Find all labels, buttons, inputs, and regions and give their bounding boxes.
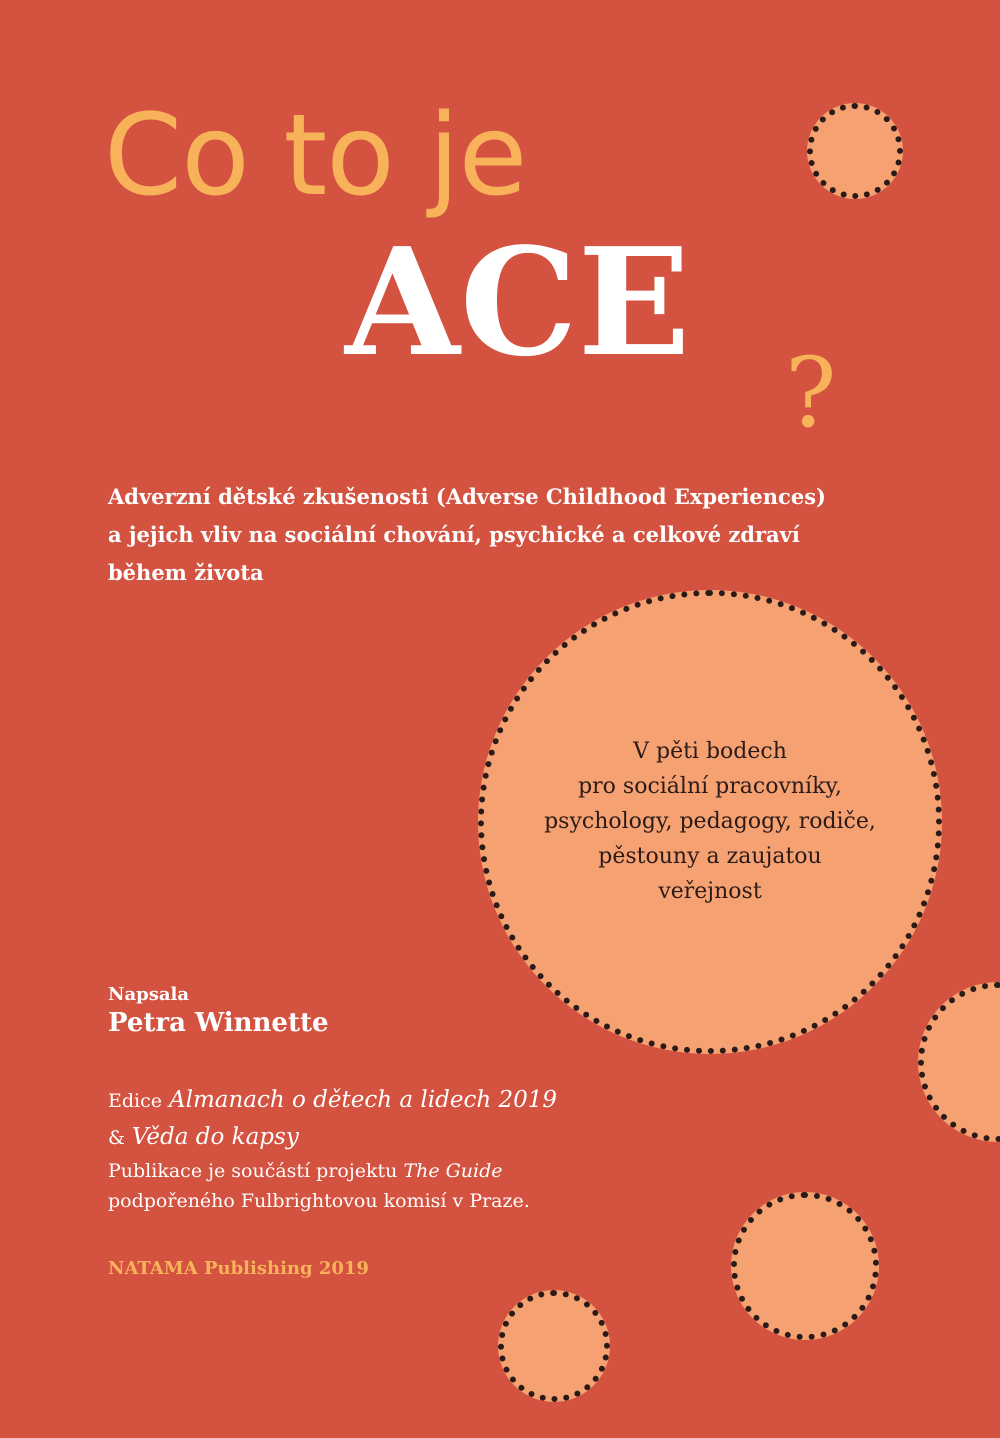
audience-line: pro sociální pracovníky, [578,774,842,799]
subtitle [108,478,868,592]
subtitle-line: Adverzní dětské zkušenosti (Adverse Childhood Experiences) [108,484,826,509]
audience-line: veřejnost [658,879,762,904]
title-line-2: ACE [345,215,691,389]
subtitle-line: během života [108,560,264,585]
decor-circle-right [918,982,1000,1142]
author-label: Napsala [108,984,189,1005]
audience-line: psychology, pedagogy, rodiče, [544,809,876,834]
edition-series-2: Věda do kapsy [131,1124,299,1150]
project-name: The Guide [403,1160,503,1182]
publication-note-line-2: podpořeného Fulbrightovou komisí v Praze. [108,1190,530,1212]
edition-ampersand: & [108,1127,125,1149]
author-name: Petra Winnette [108,1008,329,1038]
edition-info [108,1082,557,1156]
title-question-mark: ? [785,337,837,449]
decor-circle-bottom [498,1290,610,1402]
publisher: NATAMA Publishing 2019 [108,1258,369,1279]
decor-circle-top [807,103,903,199]
decor-circle-bottom-right [731,1192,879,1340]
edition-series-1: Almanach o dětech a lidech 2019 [169,1087,557,1113]
audience-line: pěstouny a zaujatou [598,844,822,869]
subtitle-line: a jejich vliv na sociální chování, psychické a celkové zdraví [108,522,800,547]
publication-note-prefix: Publikace je součástí projektu [108,1160,398,1182]
edition-label: Edice [108,1090,162,1112]
audience-line: V pěti bodech [633,739,787,764]
title-line-1: Co to je [104,91,527,221]
audience-text [505,734,915,909]
publication-note [108,1156,530,1216]
